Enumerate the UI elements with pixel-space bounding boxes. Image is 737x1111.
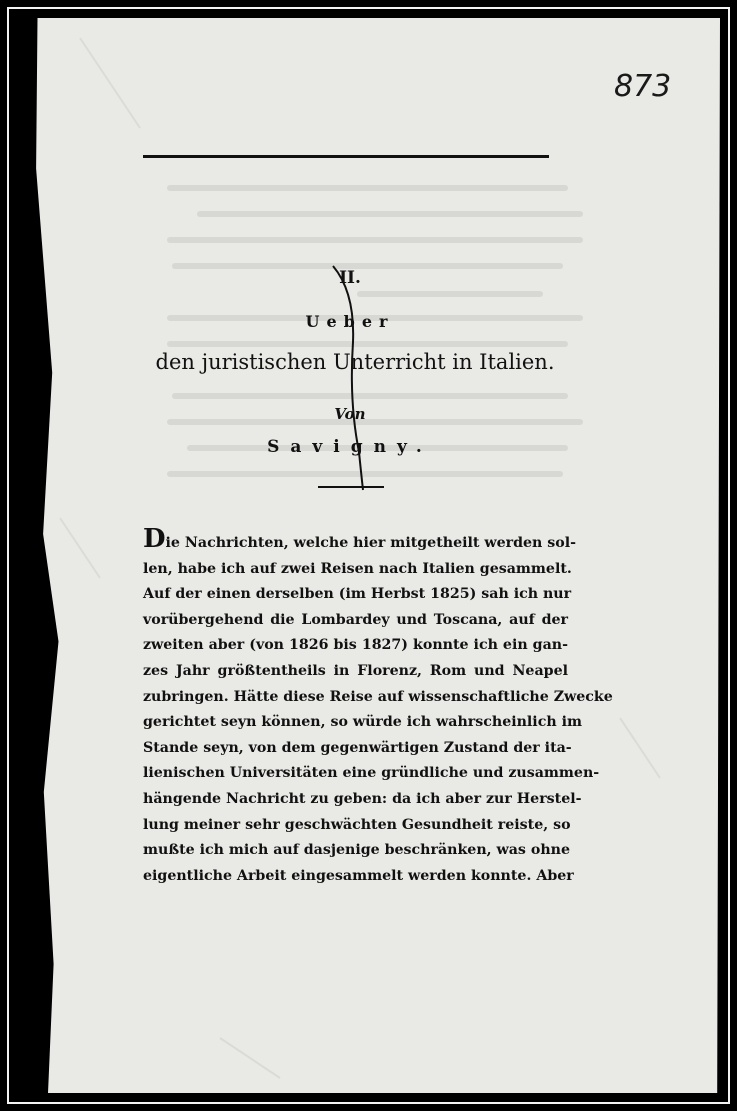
drop-cap: D xyxy=(143,524,166,554)
svg-text:873: 873 xyxy=(614,69,672,104)
body-line: vorübergehend die Lombardey und Toscana, auf der xyxy=(143,611,568,628)
body-line: lung meiner sehr geschwächten Gesundheit reiste, so xyxy=(143,816,571,833)
body-line: gerichtet seyn können, so würde ich wahrscheinlich im xyxy=(143,714,582,731)
handwritten-page-number xyxy=(612,66,682,104)
body-line: eigentliche Arbeit eingesammelt werden konnte. Aber xyxy=(143,867,574,884)
heading-ueber: Ueber xyxy=(305,312,395,331)
body-line: Stande seyn, von dem gegenwärtigen Zustand der ita- xyxy=(143,739,572,756)
body-line: hängende Nachricht zu geben: da ich aber zur Herstel- xyxy=(143,790,582,807)
body-line: Die Nachrichten, welche hier mitgetheilt werden sol- xyxy=(143,524,577,554)
body-line: Auf der einen derselben (im Herbst 1825) sah ich nur xyxy=(143,586,572,603)
byline-von: Von xyxy=(334,405,366,423)
section-number: II. xyxy=(339,268,361,288)
top-rule xyxy=(143,155,549,158)
pencil-mark xyxy=(325,262,385,492)
author-name: Savigny. xyxy=(267,437,433,457)
body-line: len, habe ich auf zwei Reisen nach Italien gesammelt. xyxy=(143,560,572,577)
body-line: zweiten aber (von 1826 bis 1827) konnte ich ein gan- xyxy=(143,637,568,654)
body-line: zubringen. Hätte diese Reise auf wissenschaftliche Zwecke xyxy=(143,688,613,705)
body-paragraph xyxy=(143,524,613,889)
body-line: lienischen Universitäten eine gründliche und zusammen- xyxy=(143,765,600,782)
body-line: zes Jahr größtentheils in Florenz, Rom und Neapel xyxy=(143,662,568,679)
article-title: den juristischen Unterricht in Italien. xyxy=(155,350,555,374)
body-line: mußte ich mich auf dasjenige beschränken, was ohne xyxy=(143,842,570,859)
